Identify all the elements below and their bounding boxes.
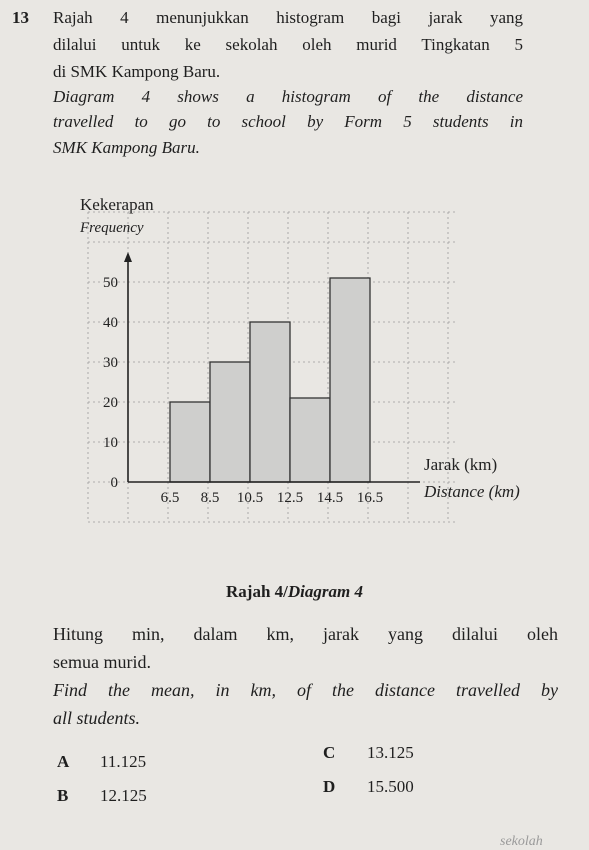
diagram-caption <box>0 582 589 602</box>
x-axis-label-malay: Jarak (km) <box>424 455 498 474</box>
y-tick-label: 0 <box>110 475 118 491</box>
y-tick-label: 30 <box>103 355 118 371</box>
instruction-english-line-1: Find the mean, in km, of the distance travelled by <box>53 680 558 700</box>
y-tick-label: 10 <box>103 435 118 451</box>
x-axis-label-english: Distance (km) <box>424 482 520 501</box>
question-english-line-2: travelled to go to school by Form 5 students in <box>53 112 523 131</box>
question-english-line-1: Diagram 4 shows a histogram of the distance <box>53 87 523 106</box>
x-tick-label: 10.5 <box>236 490 264 506</box>
option-d-letter[interactable]: D <box>323 777 336 796</box>
question-malay-line-2: dilalui untuk ke sekolah oleh murid Tingkatan 5 <box>53 35 523 54</box>
caption-malay: Rajah 4/ <box>226 582 288 601</box>
x-tick-label: 16.5 <box>356 490 384 506</box>
histogram-bar <box>290 398 330 482</box>
y-axis-arrow <box>124 252 132 262</box>
y-tick-label: 40 <box>103 315 118 331</box>
option-c-value[interactable]: 13.125 <box>367 743 414 762</box>
question-number: 13 <box>12 8 29 27</box>
x-tick-label: 12.5 <box>276 490 304 506</box>
option-c-letter[interactable]: C <box>323 743 336 762</box>
x-tick-label: 8.5 <box>200 490 220 506</box>
x-tick-label: 14.5 <box>316 490 344 506</box>
chart-axes <box>124 252 420 482</box>
instruction-malay-line-1: Hitung min, dalam km, jarak yang dilalui oleh <box>53 624 558 644</box>
option-d-value[interactable]: 15.500 <box>367 777 414 796</box>
option-a-letter[interactable]: A <box>57 752 70 771</box>
histogram-bar <box>210 362 250 482</box>
y-tick-label: 20 <box>103 395 118 411</box>
histogram-bar <box>250 322 290 482</box>
y-tick-label: 50 <box>103 275 118 291</box>
question-malay-line-3: di SMK Kampong Baru. <box>53 62 221 81</box>
question-english-line-3: SMK Kampong Baru. <box>53 138 200 157</box>
histogram-bar <box>330 278 370 482</box>
histogram-bar <box>170 402 210 482</box>
y-axis-label-malay: Kekerapan <box>80 195 154 214</box>
x-tick-label: 6.5 <box>160 490 180 506</box>
footer-fragment: sekolah <box>500 834 543 849</box>
question-malay-line-1: Rajah 4 menunjukkan histogram bagi jarak yang <box>53 8 523 27</box>
y-axis-label-english: Frequency <box>80 220 144 236</box>
chart-tick-labels <box>103 275 383 506</box>
instruction-english-line-2: all students. <box>53 708 141 728</box>
chart-grid <box>88 212 455 522</box>
instruction-malay-line-2: semua murid. <box>53 652 151 672</box>
option-b-letter[interactable]: B <box>57 786 69 805</box>
option-a-value[interactable]: 11.125 <box>100 752 147 771</box>
option-b-value[interactable]: 12.125 <box>100 786 147 805</box>
histogram-bars <box>170 278 370 482</box>
caption-english: Diagram 4 <box>287 582 363 601</box>
